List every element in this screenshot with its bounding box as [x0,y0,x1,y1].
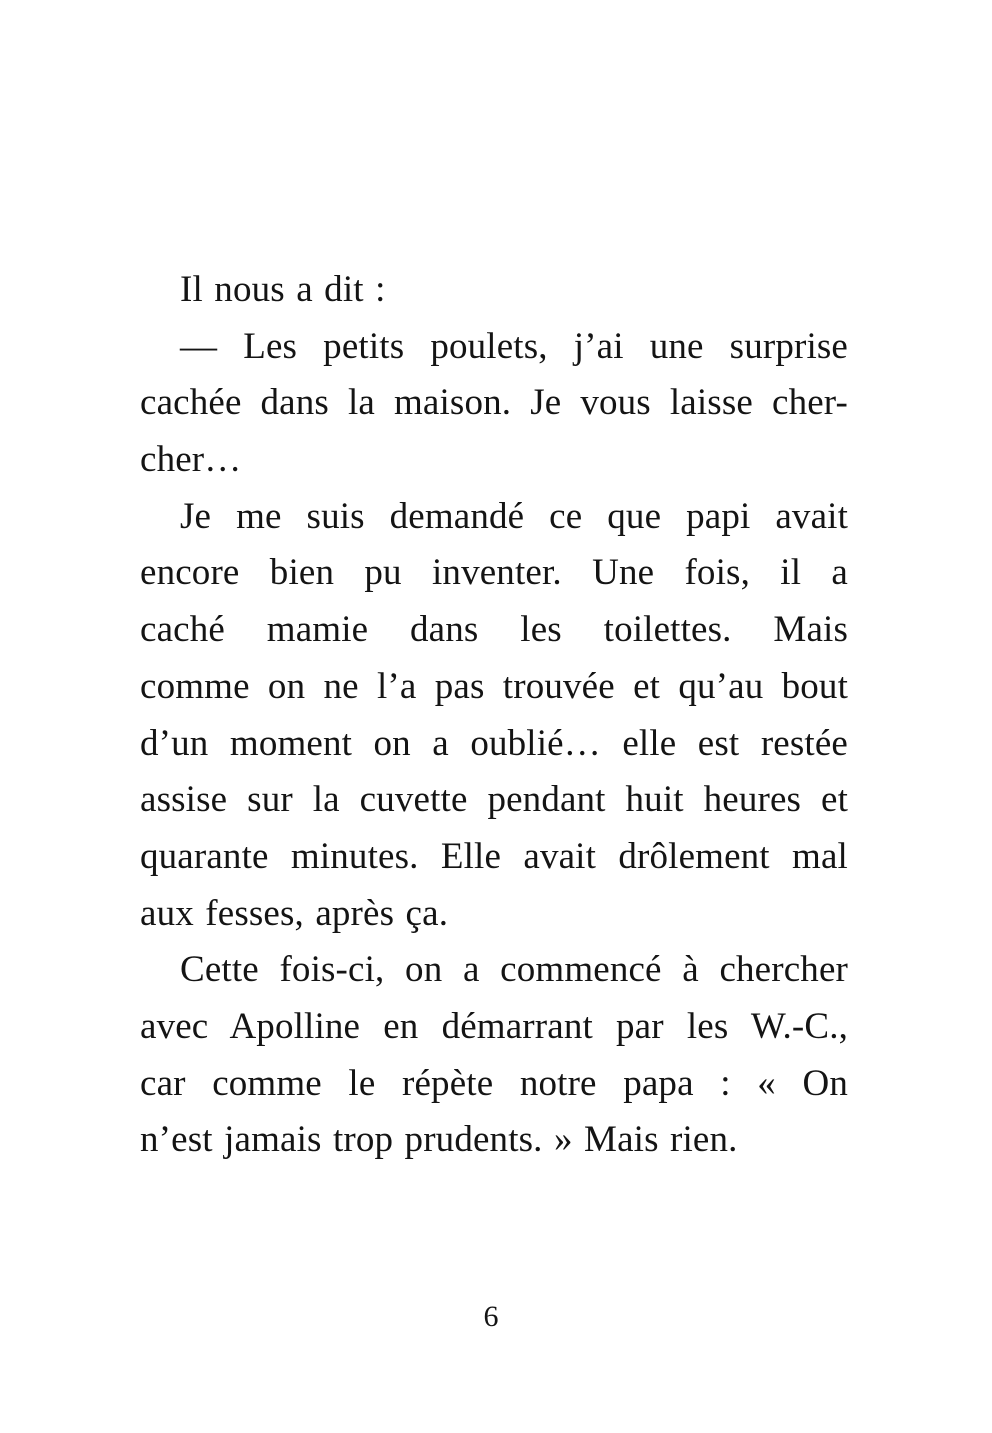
paragraph-4-line-1: Cette fois-ci, on a commencé à chercher [180,949,848,991]
paragraph-2-line-3: cher… [140,439,242,481]
paragraph-3-line-1: Je me suis demandé ce que papi avait [180,495,848,537]
paragraph-3-line-2: encore bien pu inventer. Une fois, il a [140,552,848,594]
paragraph-3-line-8: aux fesses, après ça. [140,892,449,934]
paragraph-4-line-2: avec Apolline en démarrant par les W.-C., [140,1005,848,1047]
paragraph-3-line-3: caché mamie dans les toilettes. Mais [140,609,848,651]
paragraph-4-line-3: car comme le répète notre papa : « On [140,1062,848,1104]
paragraph-3-line-4: comme on ne l’a pas trouvée et qu’au bout [140,665,848,707]
paragraph-3-line-6: assise sur la cuvette pendant huit heures et [140,779,848,821]
paragraph-3-line-7: quarante minutes. Elle avait drôlement mal [140,835,848,877]
paragraph-1-line-1: Il nous a dit : [180,269,386,310]
page-number: 6 [483,1300,499,1333]
paragraph-4-line-4: n’est jamais trop prudents. » Mais rien. [140,1119,738,1161]
paragraph-2-line-1: — Les petits poulets, j’ai une surprise [180,325,848,367]
paragraph-2-line-2: cachée dans la maison. Je vous laisse cher- [140,382,848,424]
body-text [140,262,848,1169]
paragraph-3-line-5: d’un moment on a oublié… elle est restée [140,722,848,764]
